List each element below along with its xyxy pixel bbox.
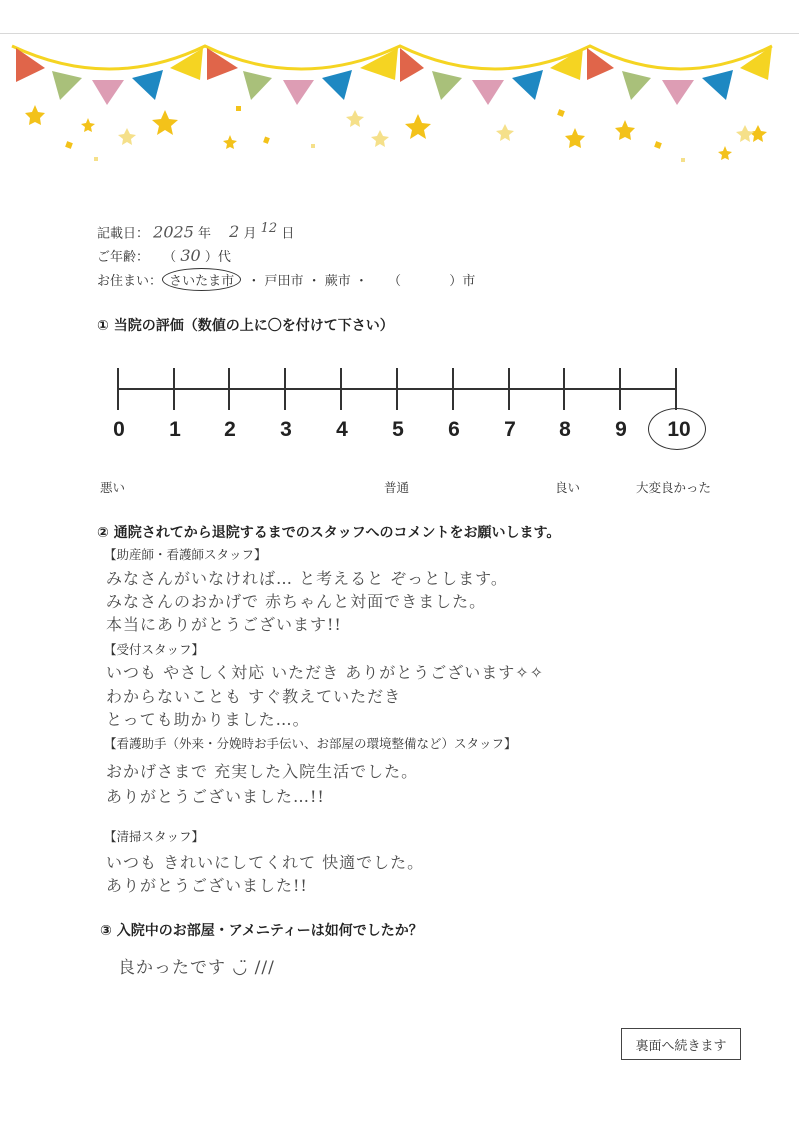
- tick-8: [563, 368, 565, 410]
- section1-title: ① 当院の評価（数値の上に〇を付けて下さい）: [97, 318, 394, 334]
- scale-label-bad: 悪い: [100, 480, 126, 495]
- tick-7: [508, 368, 510, 410]
- date-month-value[interactable]: 2: [229, 222, 240, 242]
- rating-scale: [113, 350, 691, 450]
- amenity-answer[interactable]: 良かったです ◡̈ ///: [118, 958, 275, 978]
- date-day-unit: 日: [281, 226, 295, 242]
- residence-label: お住まい：: [97, 274, 163, 289]
- scale-number-3[interactable]: 3: [280, 418, 292, 441]
- tick-3: [284, 368, 286, 410]
- category-label: 【清掃スタッフ】: [104, 829, 205, 844]
- residence-other-close: ）市: [449, 274, 476, 289]
- age-row: [97, 246, 231, 265]
- tick-6: [452, 368, 454, 410]
- date-label: 記載日：: [97, 226, 150, 242]
- scale-number-1[interactable]: 1: [169, 418, 181, 441]
- scale-label-good: 良い: [555, 480, 581, 495]
- residence-other-open: （: [387, 274, 401, 289]
- comment-line[interactable]: みなさんがいなければ… と考えると ぞっとします。: [106, 569, 508, 588]
- scale-number-2[interactable]: 2: [224, 418, 236, 441]
- scale-number-5[interactable]: 5: [392, 418, 404, 441]
- tick-9: [619, 368, 621, 410]
- category-label: 【受付スタッフ】: [104, 642, 205, 657]
- stars-icon: [25, 105, 767, 170]
- bunting-banner-decoration: [0, 30, 799, 170]
- comment-line[interactable]: ありがとうございました…!!: [106, 787, 325, 806]
- comment-line[interactable]: おかげさまで 充実した入院生活でした。: [106, 762, 419, 781]
- age-value[interactable]: 30: [180, 246, 201, 265]
- tick-10: [675, 368, 677, 410]
- tick-5: [396, 368, 398, 410]
- scale-number-4[interactable]: 4: [336, 418, 348, 441]
- category-label: 【助産師・看護師スタッフ】: [104, 547, 267, 562]
- tick-0: [117, 368, 119, 410]
- comment-line[interactable]: いつも きれいにしてくれて 快適でした。: [106, 853, 425, 872]
- residence-option-toda-warabi[interactable]: ・ 戸田市 ・ 蕨市 ・: [247, 274, 368, 289]
- date-year-value[interactable]: 2025: [153, 222, 194, 242]
- age-open-paren: （: [163, 250, 177, 265]
- scale-label-very-good: 大変良かった: [636, 480, 712, 495]
- scale-number-10[interactable]: 10: [667, 418, 691, 441]
- scale-number-7[interactable]: 7: [504, 418, 516, 441]
- age-label: ご年齢：: [97, 250, 150, 265]
- scale-label-normal: 普通: [384, 480, 410, 495]
- tick-1: [173, 368, 175, 410]
- comment-line[interactable]: とっても助かりました…。: [106, 710, 310, 729]
- scale-number-6[interactable]: 6: [448, 418, 460, 441]
- continue-on-back-notice: [621, 1028, 741, 1060]
- comment-line[interactable]: わからないことも すぐ教えていただき: [106, 687, 402, 706]
- comment-line[interactable]: みなさんのおかげで 赤ちゃんと対面できました。: [106, 592, 487, 611]
- continue-label: 裏面へ続きます: [635, 1038, 727, 1054]
- tick-4: [340, 368, 342, 410]
- residence-row: [97, 268, 475, 291]
- category-label: 【看護助手（外来・分娩時お手伝い、お部屋の環境整備など）スタッフ】: [104, 736, 517, 751]
- tick-2: [228, 368, 230, 410]
- age-close-paren: ）代: [204, 250, 231, 265]
- scale-number-8[interactable]: 8: [559, 418, 571, 441]
- comment-line[interactable]: いつも やさしく対応 いただき ありがとうございます✧✧: [106, 663, 545, 682]
- date-row: [97, 221, 294, 241]
- selected-rating-circle: [648, 408, 706, 450]
- comment-line[interactable]: 本当にありがとうございます!!: [106, 615, 342, 634]
- residence-option-saitama-circled[interactable]: さいたま市: [162, 268, 241, 291]
- date-year-unit: 年: [198, 226, 212, 242]
- section3-title: ③ 入院中のお部屋・アメニティーは如何でしたか？: [100, 923, 423, 939]
- comment-line[interactable]: ありがとうございました!!: [106, 876, 308, 895]
- scale-number-0[interactable]: 0: [113, 418, 125, 441]
- date-day-value[interactable]: 12: [260, 221, 278, 236]
- scale-number-9[interactable]: 9: [615, 418, 627, 441]
- section2-title: ② 通院されてから退院するまでのスタッフへのコメントをお願いします。: [97, 525, 561, 541]
- bunting-flags-icon: [16, 46, 772, 105]
- date-month-unit: 月: [243, 226, 257, 242]
